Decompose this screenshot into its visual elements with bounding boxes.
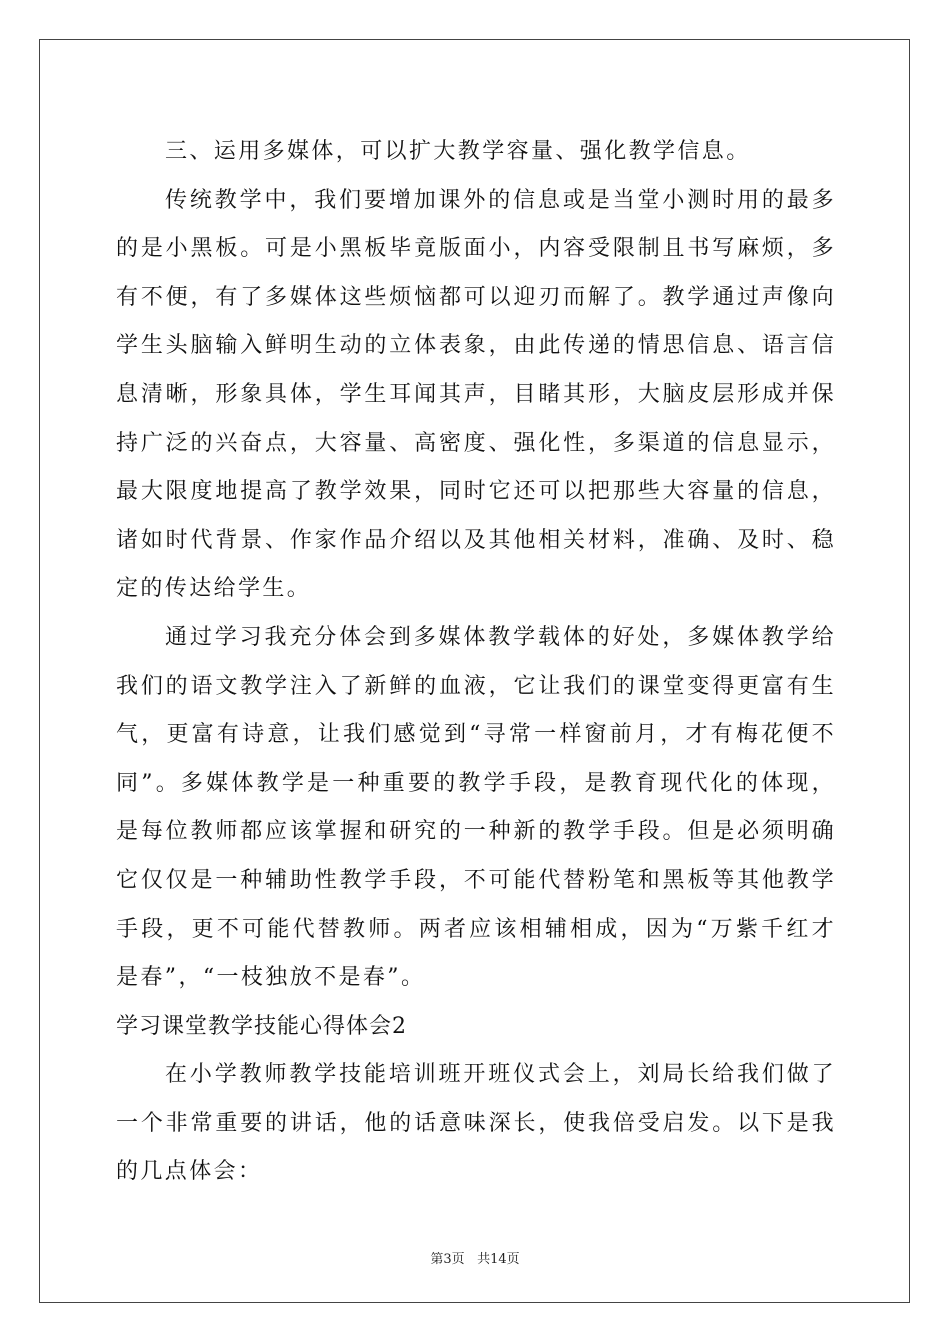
- document-body: [116, 128, 836, 1197]
- paragraph-learning-reflection: 通过学习我充分体会到多媒体教学载体的好处，多媒体教学给我们的语文教学注入了新鲜的血液，它让我们的课堂变得更富有生气，更富有诗意，让我们感觉到“寻常一样窗前月，才有梅花便不同”。多媒体教学是一种重要的教学手段，是教育现代化的体现，是每位教师都应该掌握和研究的一种新的教学手段。但是必须明确它仅仅是一种辅助性教学手段，不可能代替粉笔和黑板等其他教学手段，更不可能代替教师。两者应该相辅相成，因为“万紫千红才是春”，“一枝独放不是春”。: [116, 624, 836, 991]
- page-total: 共14页: [477, 1252, 520, 1267]
- section-heading: 学习课堂教学技能心得体会2: [116, 1013, 407, 1039]
- page-number: 第3页: [430, 1252, 465, 1267]
- paragraph-training-opening: 在小学教师教学技能培训班开班仪式会上，刘局长给我们做了一个非常重要的讲话，他的话意味深长，使我倍受启发。以下是我的几点体会：: [116, 1062, 836, 1185]
- paragraph-multimedia-intro: 三、运用多媒体，可以扩大教学容量、强化教学信息。: [165, 139, 751, 164]
- paragraph-traditional-teaching: 传统教学中，我们要增加课外的信息或是当堂小测时用的最多的是小黑板。可是小黑板毕竟版面小，内容受限制且书写麻烦，多有不便，有了多媒体这些烦恼都可以迎刃而解了。教学通过声像向学生头脑输入鲜明生动的立体表象，由此传递的情思信息、语言信息清晰，形象具体，学生耳闻其声，目睹其形，大脑皮层形成并保持广泛的兴奋点，大容量、高密度、强化性，多渠道的信息显示，最大限度地提高了教学效果，同时它还可以把那些大容量的信息，诸如时代背景、作家作品介绍以及其他相关材料，准确、及时、稳定的传达给学生。: [116, 187, 836, 602]
- page-footer: [0, 1248, 950, 1267]
